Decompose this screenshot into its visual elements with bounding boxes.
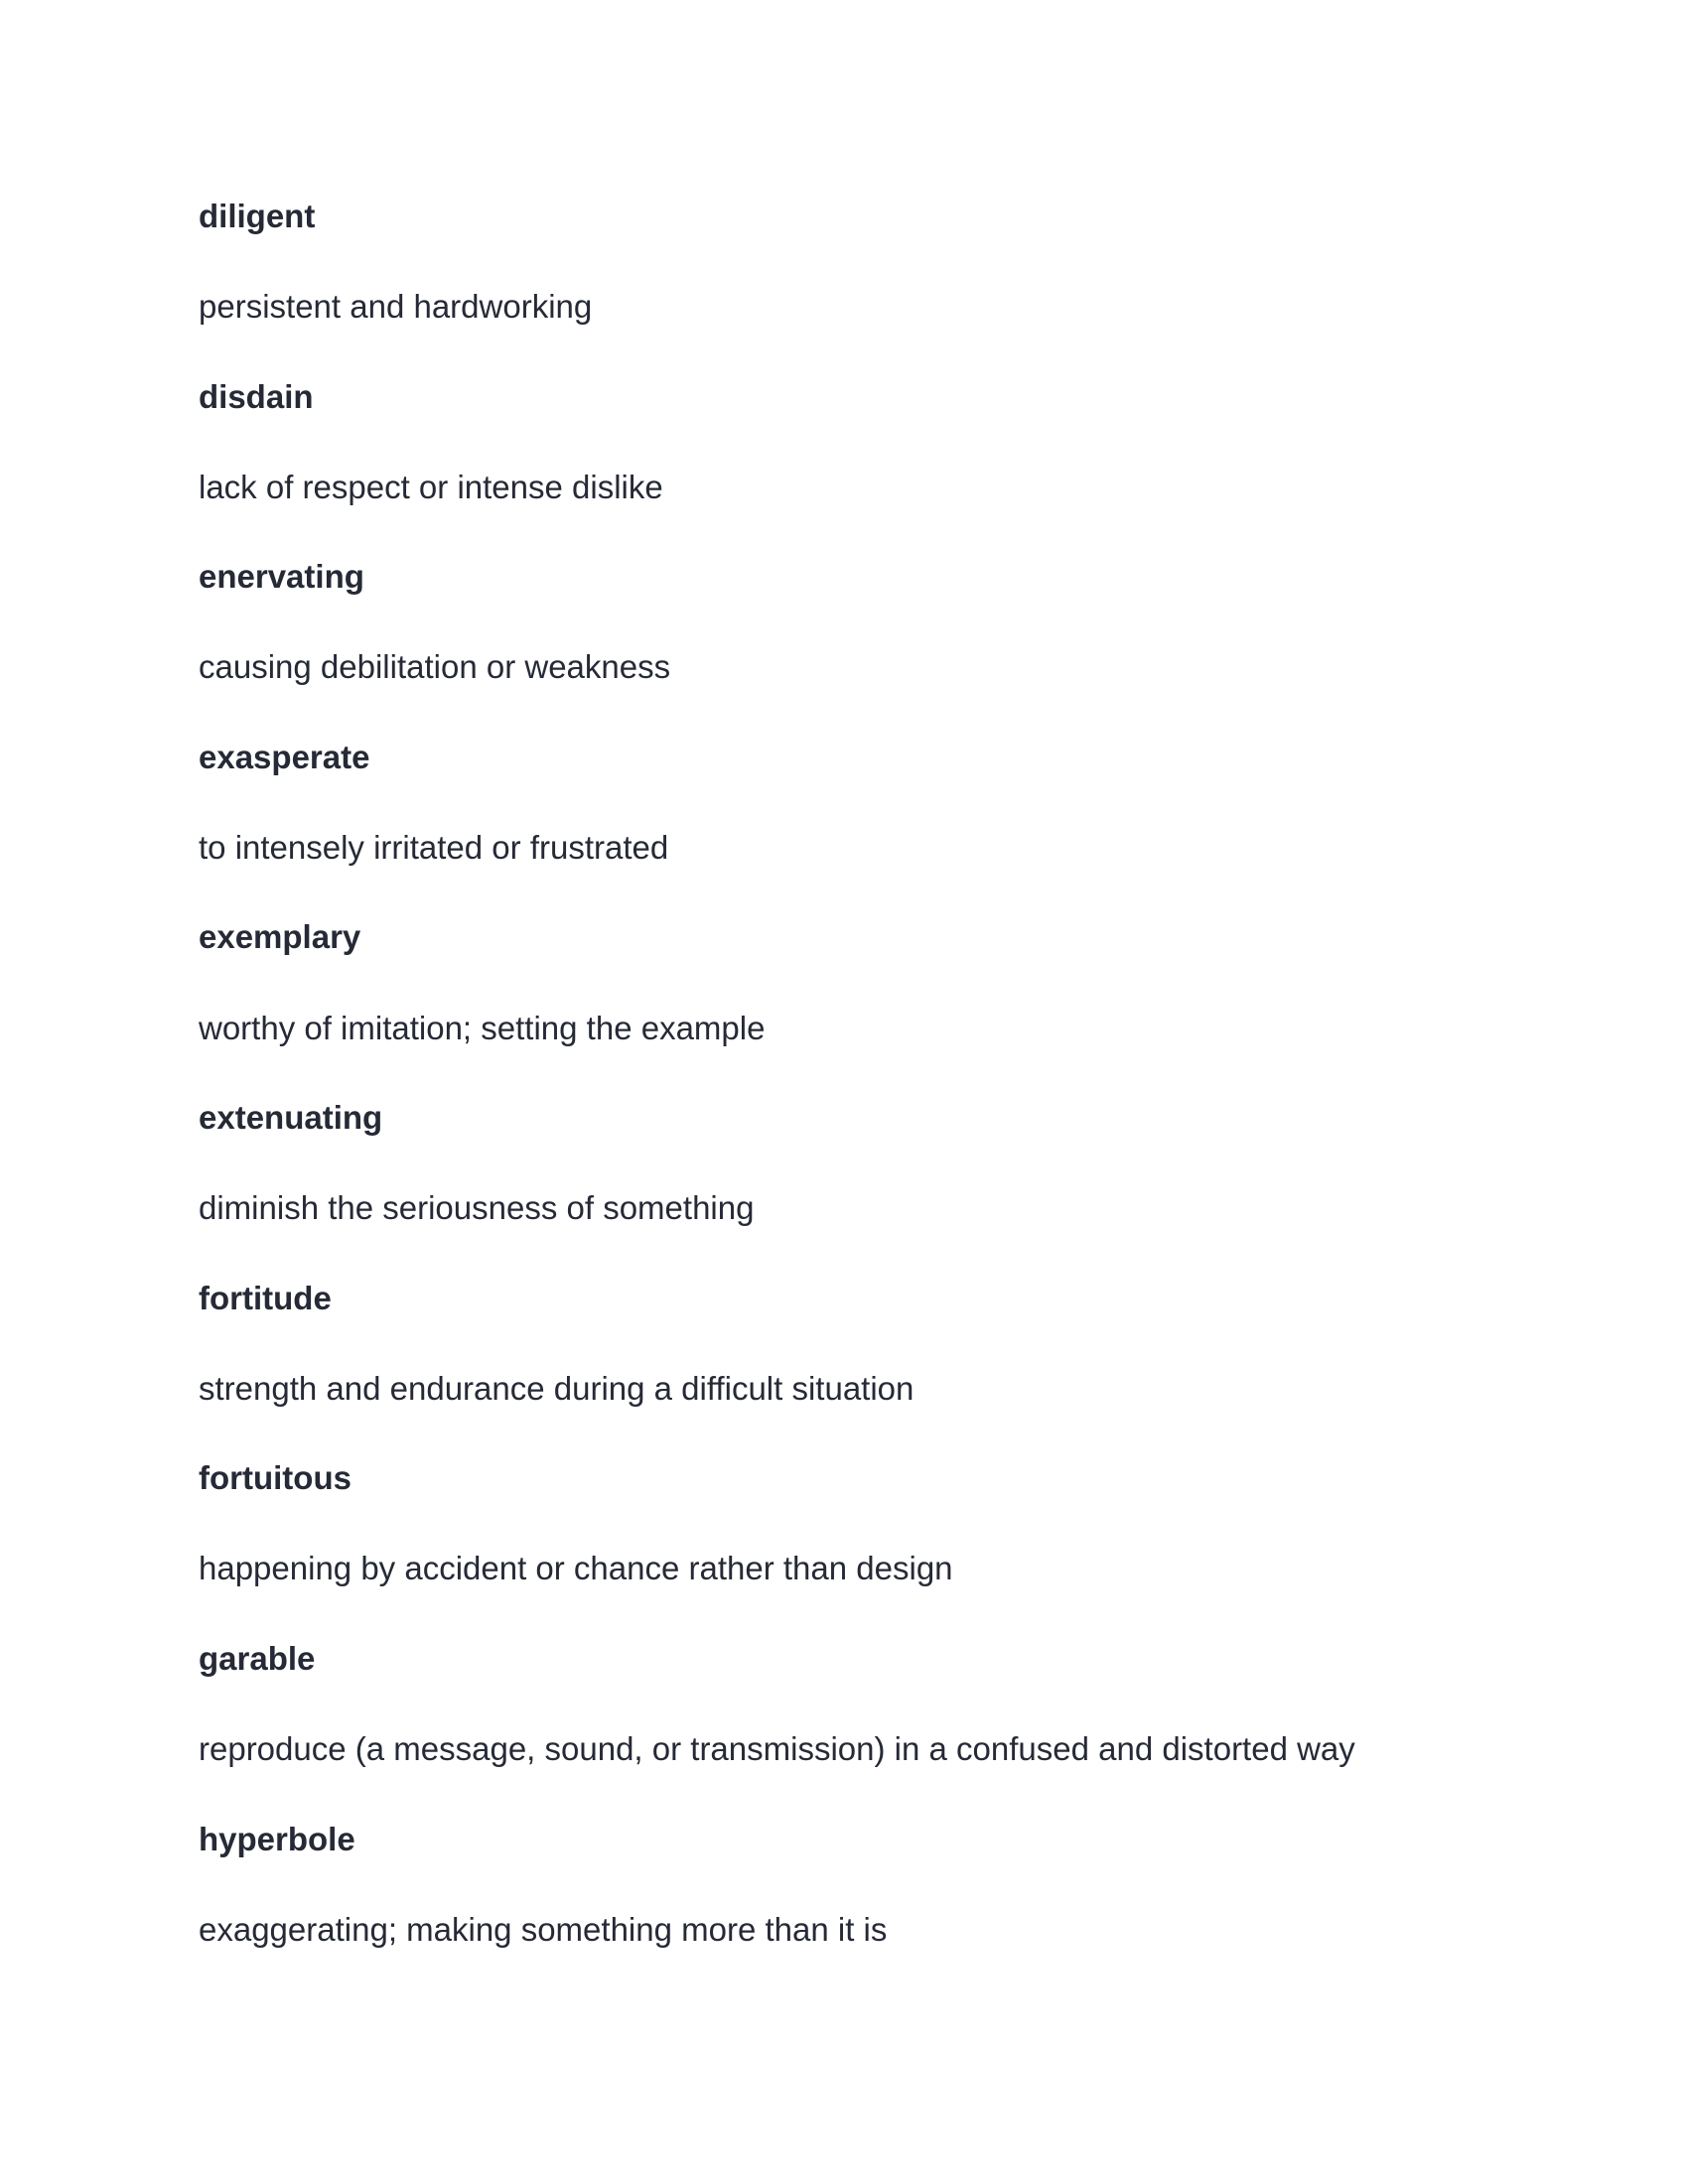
definition: reproduce (a message, sound, or transmission) in a confused and distorted way: [199, 1730, 1355, 1767]
definition: causing debilitation or weakness: [199, 648, 671, 685]
term: disdain: [199, 378, 314, 415]
definition: persistent and hardworking: [199, 288, 593, 325]
definition: lack of respect or intense dislike: [199, 469, 663, 505]
term: exasperate: [199, 739, 370, 775]
term: diligent: [199, 198, 316, 234]
definition: strength and endurance during a difficult situation: [199, 1370, 914, 1407]
document-page: [199, 0, 1489, 2184]
term: fortitude: [199, 1280, 332, 1316]
term: enervating: [199, 558, 364, 595]
definition: diminish the seriousness of something: [199, 1189, 755, 1226]
definition: to intensely irritated or frustrated: [199, 829, 669, 866]
term: hyperbole: [199, 1821, 355, 1857]
term: exemplary: [199, 918, 361, 955]
term: extenuating: [199, 1099, 383, 1136]
definition: exaggerating; making something more than it is: [199, 1911, 888, 1948]
definition: happening by accident or chance rather than design: [199, 1550, 953, 1586]
term: fortuitous: [199, 1459, 352, 1496]
term: garable: [199, 1640, 316, 1677]
definition: worthy of imitation; setting the example: [199, 1010, 766, 1046]
